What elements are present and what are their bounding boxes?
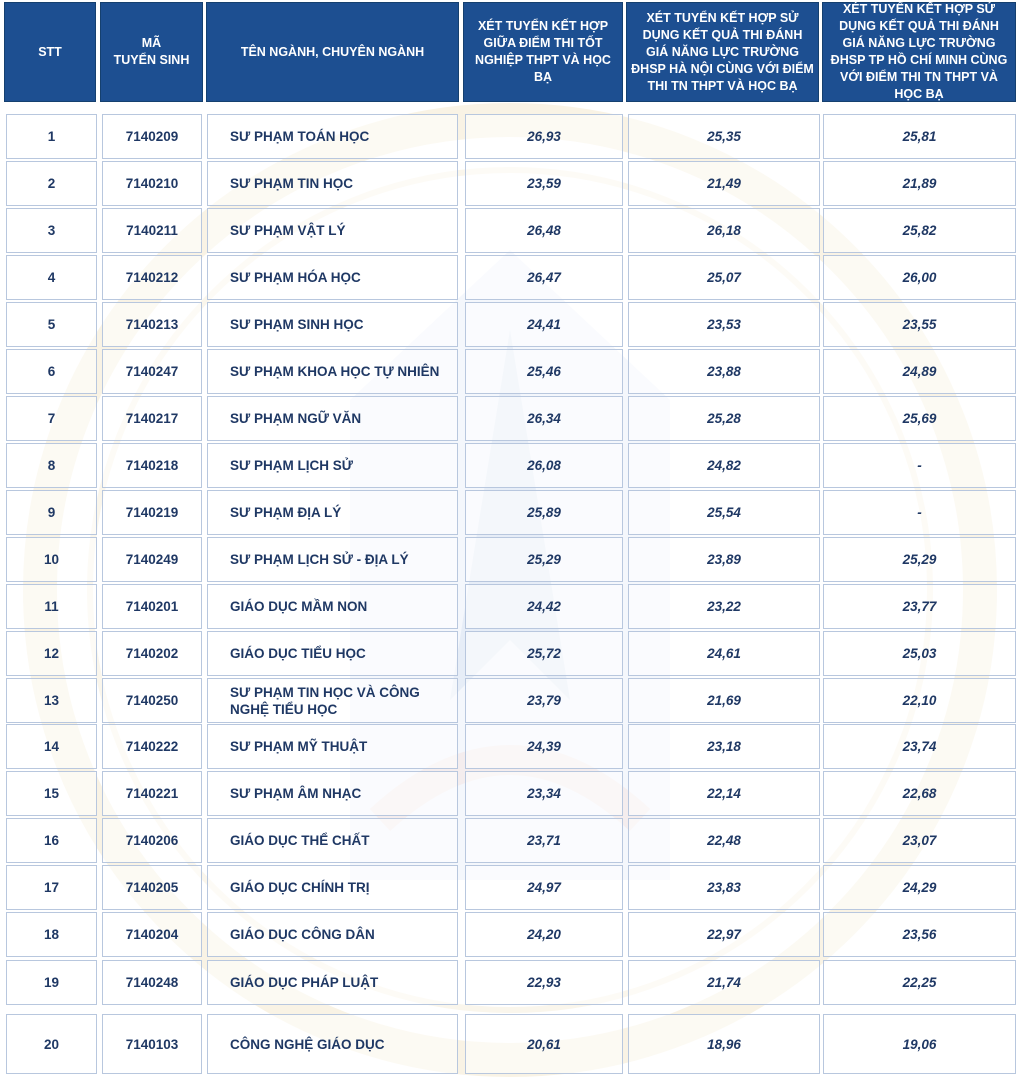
row-major-name: SƯ PHẠM HÓA HỌC — [207, 255, 458, 300]
row-score-hcmue: 23,74 — [823, 724, 1016, 769]
row-admission-code: 7140247 — [102, 349, 202, 394]
row-score-hcmue: 23,07 — [823, 818, 1016, 863]
header-stt: STT — [4, 2, 96, 102]
row-score-hcmue: - — [823, 443, 1016, 488]
row-major-name: GIÁO DỤC THỂ CHẤT — [207, 818, 458, 863]
row-score-hcmue: 23,56 — [823, 912, 1016, 957]
row-score-hnue: 23,22 — [628, 584, 820, 629]
row-score-hnue: 25,28 — [628, 396, 820, 441]
row-score-combined: 24,41 — [465, 302, 623, 347]
row-admission-code: 7140250 — [102, 678, 202, 723]
row-score-hnue: 25,35 — [628, 114, 820, 159]
row-admission-code: 7140103 — [102, 1014, 202, 1074]
row-admission-code: 7140202 — [102, 631, 202, 676]
row-stt: 20 — [6, 1014, 97, 1074]
row-major-name: SƯ PHẠM MỸ THUẬT — [207, 724, 458, 769]
row-major-name: GIÁO DỤC TIỂU HỌC — [207, 631, 458, 676]
row-admission-code: 7140218 — [102, 443, 202, 488]
row-score-hcmue: 25,03 — [823, 631, 1016, 676]
row-stt: 10 — [6, 537, 97, 582]
row-stt: 15 — [6, 771, 97, 816]
row-score-hcmue: - — [823, 490, 1016, 535]
row-score-combined: 26,34 — [465, 396, 623, 441]
row-score-combined: 20,61 — [465, 1014, 623, 1074]
header-score-combined: XÉT TUYỂN KẾT HỢP GIỮA ĐIỂM THI TỐT NGHIỆP THPT VÀ HỌC BẠ — [463, 2, 623, 102]
row-score-hnue: 21,74 — [628, 960, 820, 1005]
row-score-hcmue: 23,55 — [823, 302, 1016, 347]
row-major-name: GIÁO DỤC MẦM NON — [207, 584, 458, 629]
row-major-name: SƯ PHẠM TIN HỌC — [207, 161, 458, 206]
row-score-combined: 24,42 — [465, 584, 623, 629]
row-score-combined: 25,89 — [465, 490, 623, 535]
row-admission-code: 7140205 — [102, 865, 202, 910]
row-score-hnue: 18,96 — [628, 1014, 820, 1074]
row-score-hcmue: 25,69 — [823, 396, 1016, 441]
row-stt: 11 — [6, 584, 97, 629]
row-admission-code: 7140204 — [102, 912, 202, 957]
row-admission-code: 7140249 — [102, 537, 202, 582]
row-admission-code: 7140217 — [102, 396, 202, 441]
row-major-name: SƯ PHẠM TOÁN HỌC — [207, 114, 458, 159]
row-score-hnue: 23,53 — [628, 302, 820, 347]
row-major-name: GIÁO DỤC PHÁP LUẬT — [207, 960, 458, 1005]
row-stt: 6 — [6, 349, 97, 394]
row-major-name: SƯ PHẠM ÂM NHẠC — [207, 771, 458, 816]
row-stt: 16 — [6, 818, 97, 863]
row-score-hnue: 22,48 — [628, 818, 820, 863]
header-code-line2: TUYỂN SINH — [113, 53, 190, 67]
row-score-hcmue: 25,82 — [823, 208, 1016, 253]
row-major-name: SƯ PHẠM TIN HỌC VÀ CÔNG NGHỆ TIỂU HỌC — [207, 678, 458, 723]
row-score-combined: 24,39 — [465, 724, 623, 769]
row-score-hcmue: 25,29 — [823, 537, 1016, 582]
row-score-combined: 23,79 — [465, 678, 623, 723]
row-stt: 19 — [6, 960, 97, 1005]
row-score-combined: 22,93 — [465, 960, 623, 1005]
row-score-hnue: 23,89 — [628, 537, 820, 582]
row-stt: 5 — [6, 302, 97, 347]
row-major-name: SƯ PHẠM SINH HỌC — [207, 302, 458, 347]
row-major-name: SƯ PHẠM NGỮ VĂN — [207, 396, 458, 441]
row-stt: 8 — [6, 443, 97, 488]
row-score-hcmue: 22,10 — [823, 678, 1016, 723]
row-admission-code: 7140209 — [102, 114, 202, 159]
row-score-combined: 24,20 — [465, 912, 623, 957]
row-score-combined: 23,34 — [465, 771, 623, 816]
row-major-name: SƯ PHẠM LỊCH SỬ — [207, 443, 458, 488]
row-score-hnue: 24,82 — [628, 443, 820, 488]
row-score-hcmue: 19,06 — [823, 1014, 1016, 1074]
row-score-hnue: 25,07 — [628, 255, 820, 300]
row-admission-code: 7140248 — [102, 960, 202, 1005]
row-score-combined: 24,97 — [465, 865, 623, 910]
row-admission-code: 7140210 — [102, 161, 202, 206]
row-admission-code: 7140213 — [102, 302, 202, 347]
row-score-hcmue: 22,25 — [823, 960, 1016, 1005]
row-score-hnue: 23,83 — [628, 865, 820, 910]
row-admission-code: 7140222 — [102, 724, 202, 769]
row-score-hnue: 24,61 — [628, 631, 820, 676]
row-stt: 3 — [6, 208, 97, 253]
row-score-hcmue: 22,68 — [823, 771, 1016, 816]
row-stt: 1 — [6, 114, 97, 159]
header-major-name: TÊN NGÀNH, CHUYÊN NGÀNH — [206, 2, 459, 102]
row-score-combined: 25,72 — [465, 631, 623, 676]
row-score-hnue: 23,88 — [628, 349, 820, 394]
row-score-hcmue: 21,89 — [823, 161, 1016, 206]
header-score-hcmue: XÉT TUYỂN KẾT HỢP SỬ DỤNG KẾT QUẢ THI ĐÁNH GIÁ NĂNG LỰC TRƯỜNG ĐHSP TP HỒ CHÍ MINH CÙNG VỚI ĐIỂM THI TN THPT VÀ HỌC BẠ — [822, 2, 1016, 102]
row-stt: 13 — [6, 678, 97, 723]
header-score-hnue: XÉT TUYỂN KẾT HỢP SỬ DỤNG KẾT QUẢ THI ĐÁNH GIÁ NĂNG LỰC TRƯỜNG ĐHSP HÀ NỘI CÙNG VỚI ĐIỂM THI TN THPT VÀ HỌC BẠ — [626, 2, 819, 102]
row-admission-code: 7140201 — [102, 584, 202, 629]
row-score-hcmue: 23,77 — [823, 584, 1016, 629]
row-stt: 7 — [6, 396, 97, 441]
row-admission-code: 7140206 — [102, 818, 202, 863]
row-stt: 9 — [6, 490, 97, 535]
row-admission-code: 7140211 — [102, 208, 202, 253]
row-score-hnue: 21,69 — [628, 678, 820, 723]
row-stt: 2 — [6, 161, 97, 206]
row-score-hcmue: 24,29 — [823, 865, 1016, 910]
row-score-hcmue: 24,89 — [823, 349, 1016, 394]
row-major-name: SƯ PHẠM VẬT LÝ — [207, 208, 458, 253]
row-major-name: SƯ PHẠM LỊCH SỬ - ĐỊA LÝ — [207, 537, 458, 582]
row-score-hnue: 22,14 — [628, 771, 820, 816]
row-score-hnue: 21,49 — [628, 161, 820, 206]
row-stt: 4 — [6, 255, 97, 300]
row-score-hnue: 25,54 — [628, 490, 820, 535]
row-score-hnue: 26,18 — [628, 208, 820, 253]
row-major-name: SƯ PHẠM ĐỊA LÝ — [207, 490, 458, 535]
row-score-combined: 23,59 — [465, 161, 623, 206]
row-stt: 18 — [6, 912, 97, 957]
row-score-combined: 23,71 — [465, 818, 623, 863]
row-score-combined: 26,48 — [465, 208, 623, 253]
row-score-hcmue: 26,00 — [823, 255, 1016, 300]
row-score-combined: 26,08 — [465, 443, 623, 488]
row-major-name: CÔNG NGHỆ GIÁO DỤC — [207, 1014, 458, 1074]
header-code-line1: MÃ — [141, 36, 162, 50]
row-admission-code: 7140219 — [102, 490, 202, 535]
row-score-hnue: 22,97 — [628, 912, 820, 957]
row-score-hnue: 23,18 — [628, 724, 820, 769]
row-score-combined: 25,46 — [465, 349, 623, 394]
row-stt: 17 — [6, 865, 97, 910]
row-score-combined: 26,93 — [465, 114, 623, 159]
row-major-name: GIÁO DỤC CHÍNH TRỊ — [207, 865, 458, 910]
row-admission-code: 7140221 — [102, 771, 202, 816]
row-score-hcmue: 25,81 — [823, 114, 1016, 159]
header-admission-code — [100, 2, 203, 102]
row-score-combined: 26,47 — [465, 255, 623, 300]
row-major-name: SƯ PHẠM KHOA HỌC TỰ NHIÊN — [207, 349, 458, 394]
row-major-name: GIÁO DỤC CÔNG DÂN — [207, 912, 458, 957]
row-score-combined: 25,29 — [465, 537, 623, 582]
row-stt: 12 — [6, 631, 97, 676]
row-stt: 14 — [6, 724, 97, 769]
row-admission-code: 7140212 — [102, 255, 202, 300]
